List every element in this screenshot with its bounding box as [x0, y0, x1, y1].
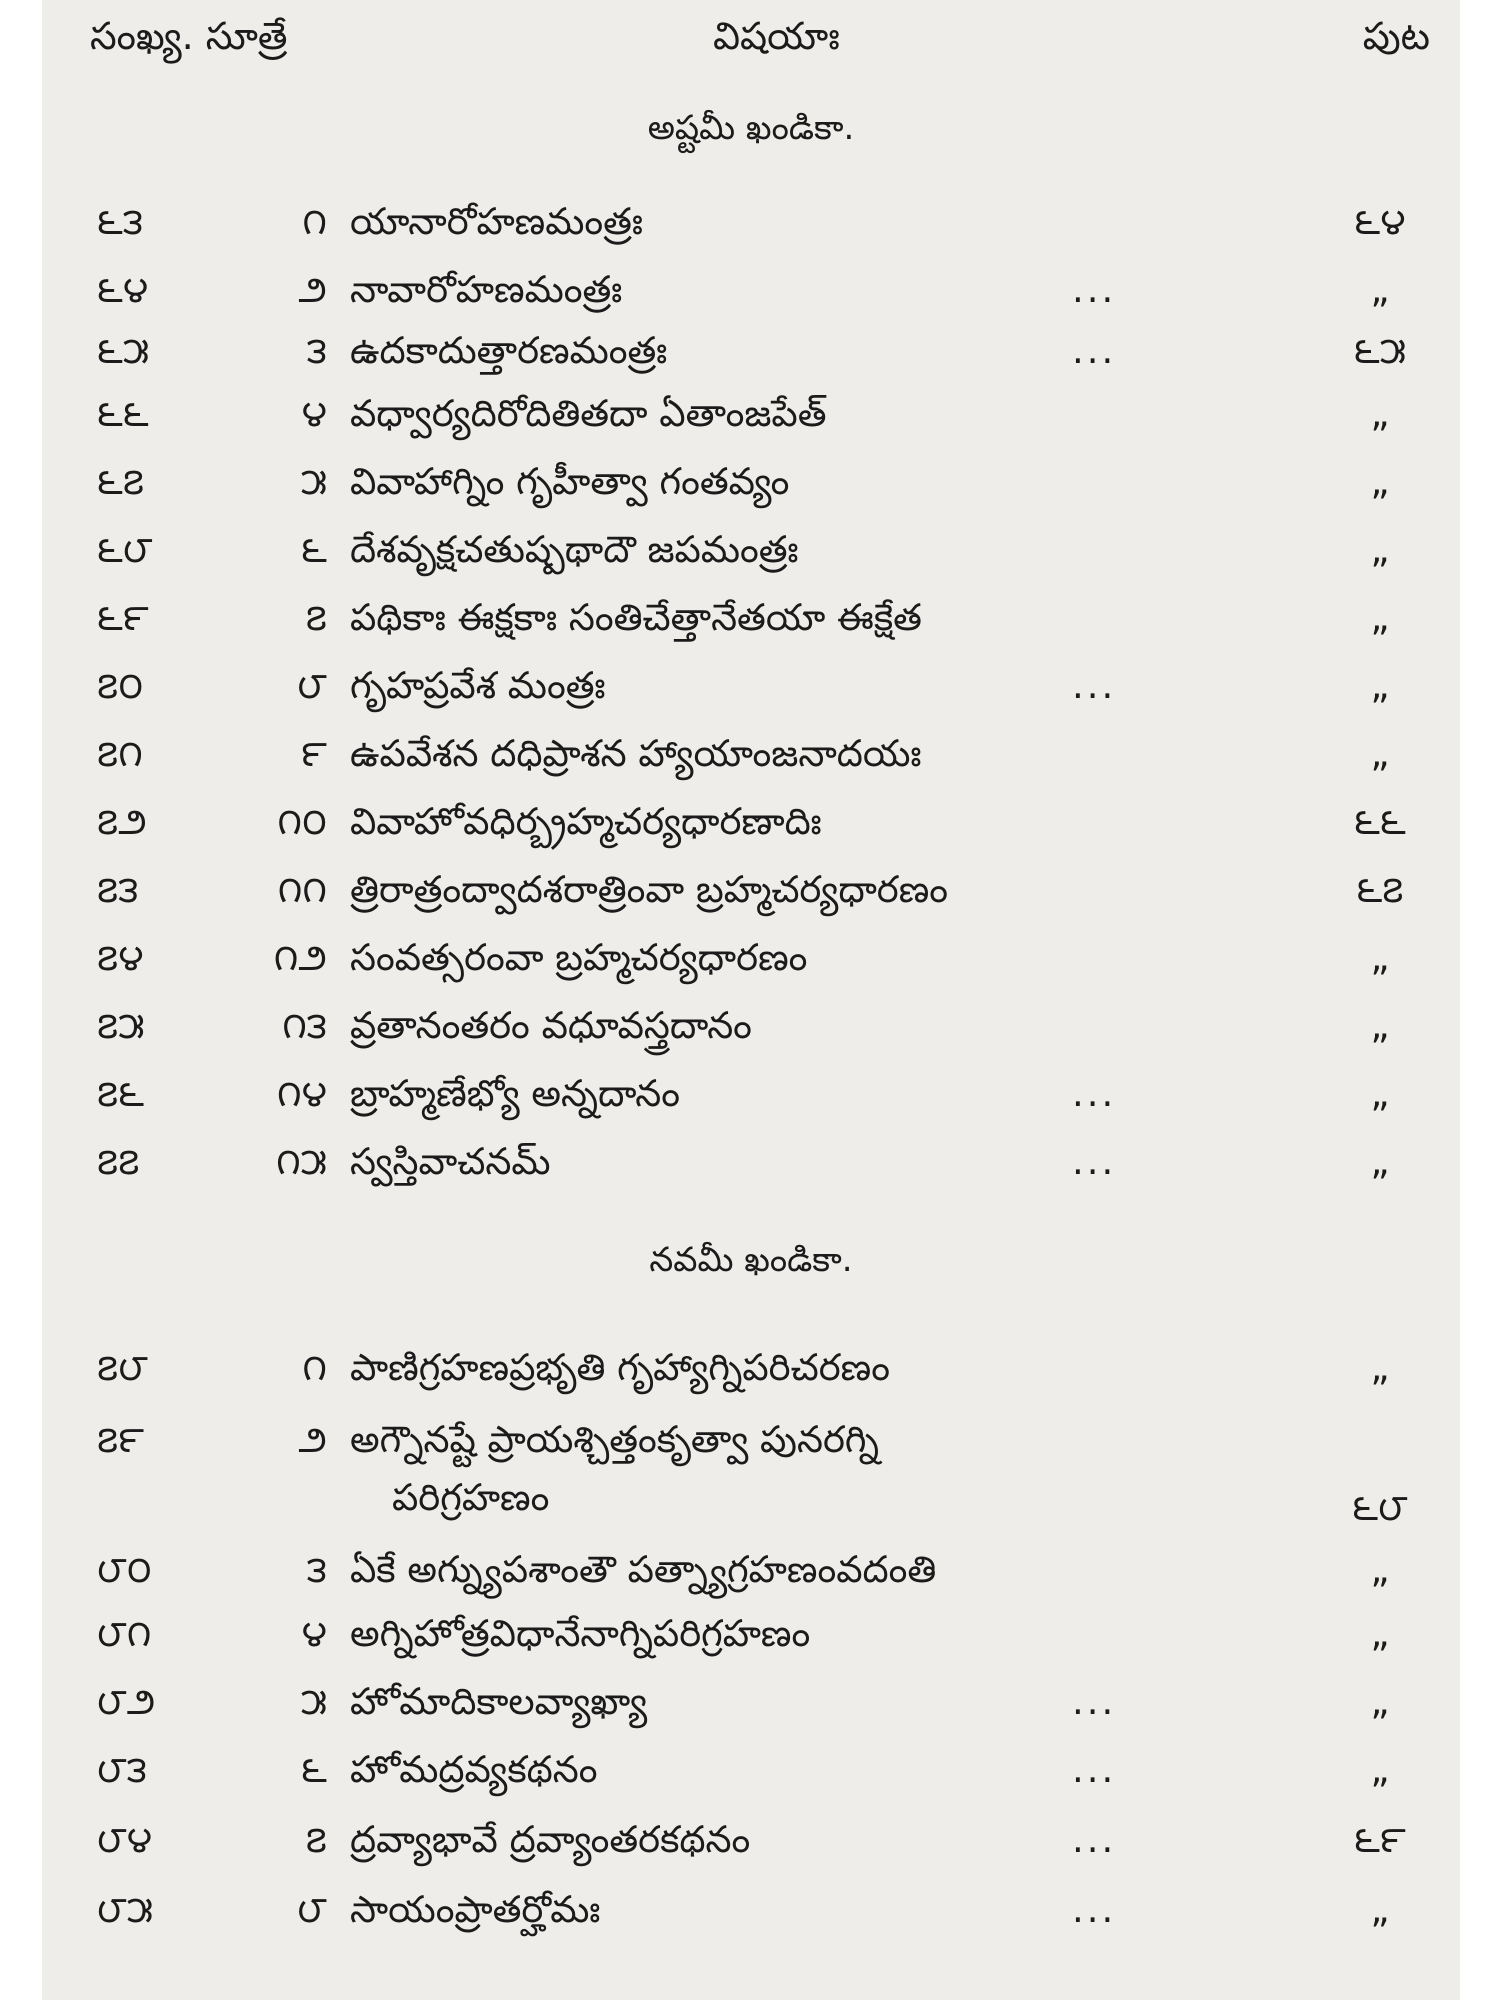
entry-text: ద్రవ్యాభావే ద్రవ్యాంతరకథనం: [350, 1818, 751, 1861]
entry-number: ౮౫: [97, 1888, 154, 1931]
list-item: [42, 1818, 1460, 1870]
list-item: [42, 936, 1460, 988]
leader-dots: ...: [1072, 268, 1117, 311]
leader-dots: ...: [1072, 329, 1117, 372]
entry-number: ౭౧: [97, 732, 143, 775]
sutra-number: ౧౫: [276, 1140, 327, 1183]
entry-text: గృహప్రవేశ మంత్రః: [350, 664, 606, 707]
page-number: „: [1370, 936, 1390, 979]
list-item-continuation: [42, 1476, 1460, 1528]
entry-text: యానారోహణమంత్రః: [350, 200, 643, 243]
section-title-ashtami: అష్టమీ ఖండికా.: [647, 108, 855, 148]
entry-number: ౬౮: [97, 528, 153, 571]
header-page: పుట: [1362, 14, 1430, 58]
sutra-number: ౮: [297, 1888, 327, 1931]
entry-text: ఉపవేశన దధిప్రాశన హ్యాయాంజనాదయః: [350, 732, 922, 775]
page-number: „: [1370, 1346, 1390, 1389]
entry-text: ఉదకాదుత్తారణమంత్రః: [350, 329, 668, 372]
entry-number: ౬౪: [97, 268, 149, 311]
entry-text: వివాహాగ్నిం గృహీత్వా గంతవ్యం: [350, 460, 790, 503]
page-number: „: [1370, 1548, 1390, 1591]
page-number: „: [1370, 392, 1390, 435]
page-number: ౬౫: [1353, 329, 1407, 372]
entry-text: వధ్వార్యదిరోదితితదా ఏతాంజపేత్: [350, 392, 827, 435]
list-item: [42, 664, 1460, 716]
page-number: „: [1370, 732, 1390, 775]
entry-text: అగ్నిహోత్రవిధానేనాగ్నిపరిగ్రహణం: [350, 1612, 811, 1655]
list-item: [42, 1888, 1460, 1940]
entry-number: ౮౧: [97, 1612, 152, 1655]
entry-number: ౬౬: [97, 392, 149, 435]
leader-dots: ...: [1072, 1818, 1117, 1861]
entry-number: ౭౬: [97, 1072, 145, 1115]
sutra-number: ౬: [301, 528, 327, 571]
list-item: [42, 1346, 1460, 1398]
sutra-number: ౭: [305, 1818, 327, 1861]
list-item: [42, 868, 1460, 920]
page-number: ౬౬: [1354, 800, 1406, 843]
sutra-number: ౩: [306, 329, 327, 372]
entry-text: నావారోహణమంత్రః: [350, 268, 623, 311]
entry-number: ౬౫: [97, 329, 150, 372]
list-item: [42, 596, 1460, 648]
sutra-number: ౮: [297, 664, 327, 707]
list-item: [42, 732, 1460, 784]
entry-text: సాయంప్రాతర్హోమః: [350, 1888, 601, 1931]
entry-number: ౭౩: [97, 868, 139, 911]
column-header: [42, 14, 1460, 74]
sutra-number: ౨: [298, 268, 327, 311]
entry-number: ౬౯: [97, 596, 149, 639]
entry-text: పథికాః ఈక్షకాః సంతిచేత్తానేతయా ఈక్షేత: [350, 596, 922, 639]
leader-dots: ...: [1072, 1140, 1117, 1183]
entry-text: అగ్నౌనష్టే ప్రాయశ్చిత్తంకృత్వా పునరగ్ని: [350, 1418, 879, 1461]
entry-text: బ్రాహ్మణేభ్యో అన్నదానం: [350, 1072, 681, 1115]
page-number: „: [1370, 1140, 1390, 1183]
list-item: [42, 1004, 1460, 1056]
header-number-sutra: సంఖ్య. సూత్రే: [90, 14, 288, 58]
leader-dots: ...: [1072, 664, 1117, 707]
page-number: ౬౮: [1352, 1486, 1408, 1529]
entry-text: వివాహోవధిర్బ్రహ్మచర్యధారణాదిః: [350, 800, 822, 843]
sutra-number: ౫: [300, 1680, 327, 1723]
entry-text: పాణిగ్రహణప్రభృతి గృహ్యాగ్నిపరిచరణం: [350, 1346, 890, 1389]
leader-dots: ...: [1072, 1072, 1117, 1115]
list-item: [42, 329, 1460, 381]
list-item: [42, 1612, 1460, 1664]
entry-number: ౭౫: [97, 1004, 145, 1047]
sutra-number: ౪: [301, 392, 327, 435]
entry-text: హోమాదికాలవ్యాఖ్యా: [350, 1680, 648, 1723]
list-item: [42, 528, 1460, 580]
page-number: „: [1370, 664, 1390, 707]
page-number: „: [1370, 1680, 1390, 1723]
entry-text: హోమద్రవ్యకథనం: [350, 1748, 598, 1791]
list-item: [42, 460, 1460, 512]
entry-number: ౭౪: [97, 936, 144, 979]
leader-dots: ...: [1072, 1888, 1117, 1931]
entry-text: స్వస్తివాచనమ్: [350, 1140, 551, 1183]
list-item: [42, 1140, 1460, 1192]
document-page: [42, 0, 1460, 2000]
page-number: ౬౪: [1354, 200, 1406, 243]
sutra-number: ౬: [301, 1748, 327, 1791]
entry-number: ౮౦: [97, 1548, 152, 1591]
page-number: „: [1370, 268, 1390, 311]
leader-dots: ...: [1072, 1680, 1117, 1723]
page-number: ౬౯: [1354, 1818, 1406, 1861]
list-item: [42, 1418, 1460, 1470]
sutra-number: ౧౪: [277, 1072, 327, 1115]
entry-text: వ్రతానంతరం వధూవస్త్రదానం: [350, 1004, 752, 1047]
entry-number: ౭౦: [97, 664, 144, 707]
sutra-number: ౫: [300, 460, 327, 503]
sutra-number: ౩: [306, 1548, 327, 1591]
sutra-number: ౯: [301, 732, 327, 775]
page-number: „: [1370, 596, 1390, 639]
list-item: [42, 1680, 1460, 1732]
leader-dots: ...: [1072, 1748, 1117, 1791]
entry-number: ౭౯: [97, 1418, 145, 1461]
list-item: [42, 392, 1460, 444]
list-item: [42, 800, 1460, 852]
sutra-number: ౭: [305, 596, 327, 639]
entry-text: త్రిరాత్రంద్వాదశరాత్రింవా బ్రహ్మచర్యధారణం: [350, 868, 949, 911]
entry-number: ౭౭: [97, 1140, 140, 1183]
sutra-number: ౪: [301, 1612, 327, 1655]
section-title-navami: నవమీ ఖండికా.: [649, 1240, 853, 1280]
page-number: „: [1370, 1888, 1390, 1931]
entry-number: ౬౩: [97, 200, 144, 243]
sutra-number: ౧౩: [282, 1004, 327, 1047]
page-number: ౬౭: [1356, 868, 1404, 911]
entry-text: సంవత్సరంవా బ్రహ్మచర్యధారణం: [350, 936, 808, 979]
entry-text: ఏకే అగ్న్యుపశాంతౌ పత్న్యాగ్రహణంవదంతి: [350, 1548, 937, 1591]
entry-number: ౭౮: [97, 1346, 148, 1389]
sutra-number: ౨: [298, 1418, 327, 1461]
entry-number: ౮౪: [97, 1818, 153, 1861]
entry-number: ౬౭: [97, 460, 145, 503]
page-number: „: [1370, 1072, 1390, 1115]
entry-number: ౮౨: [97, 1680, 156, 1723]
list-item: [42, 1748, 1460, 1800]
sutra-number: ౧: [302, 200, 327, 243]
page-number: „: [1370, 1004, 1390, 1047]
list-item: [42, 1072, 1460, 1124]
list-item: [42, 1548, 1460, 1600]
page-number: „: [1370, 1612, 1390, 1655]
list-item: [42, 268, 1460, 320]
page-number: „: [1370, 1748, 1390, 1791]
sutra-number: ౧౦: [277, 800, 327, 843]
page-number: „: [1370, 528, 1390, 571]
entry-number: ౮౩: [97, 1748, 147, 1791]
header-subject: విషయాః: [713, 14, 840, 58]
entry-number: ౭౨: [97, 800, 147, 843]
list-item: [42, 200, 1460, 252]
entry-text: దేశవృక్షచతుష్పథాదౌ జపమంత్రః: [350, 528, 799, 571]
sutra-number: ౧౨: [273, 936, 327, 979]
sutra-number: ౧౧: [277, 868, 327, 911]
sutra-number: ౧: [302, 1346, 327, 1389]
entry-text: పరిగ్రహణం: [392, 1476, 550, 1519]
page-number: „: [1370, 460, 1390, 503]
